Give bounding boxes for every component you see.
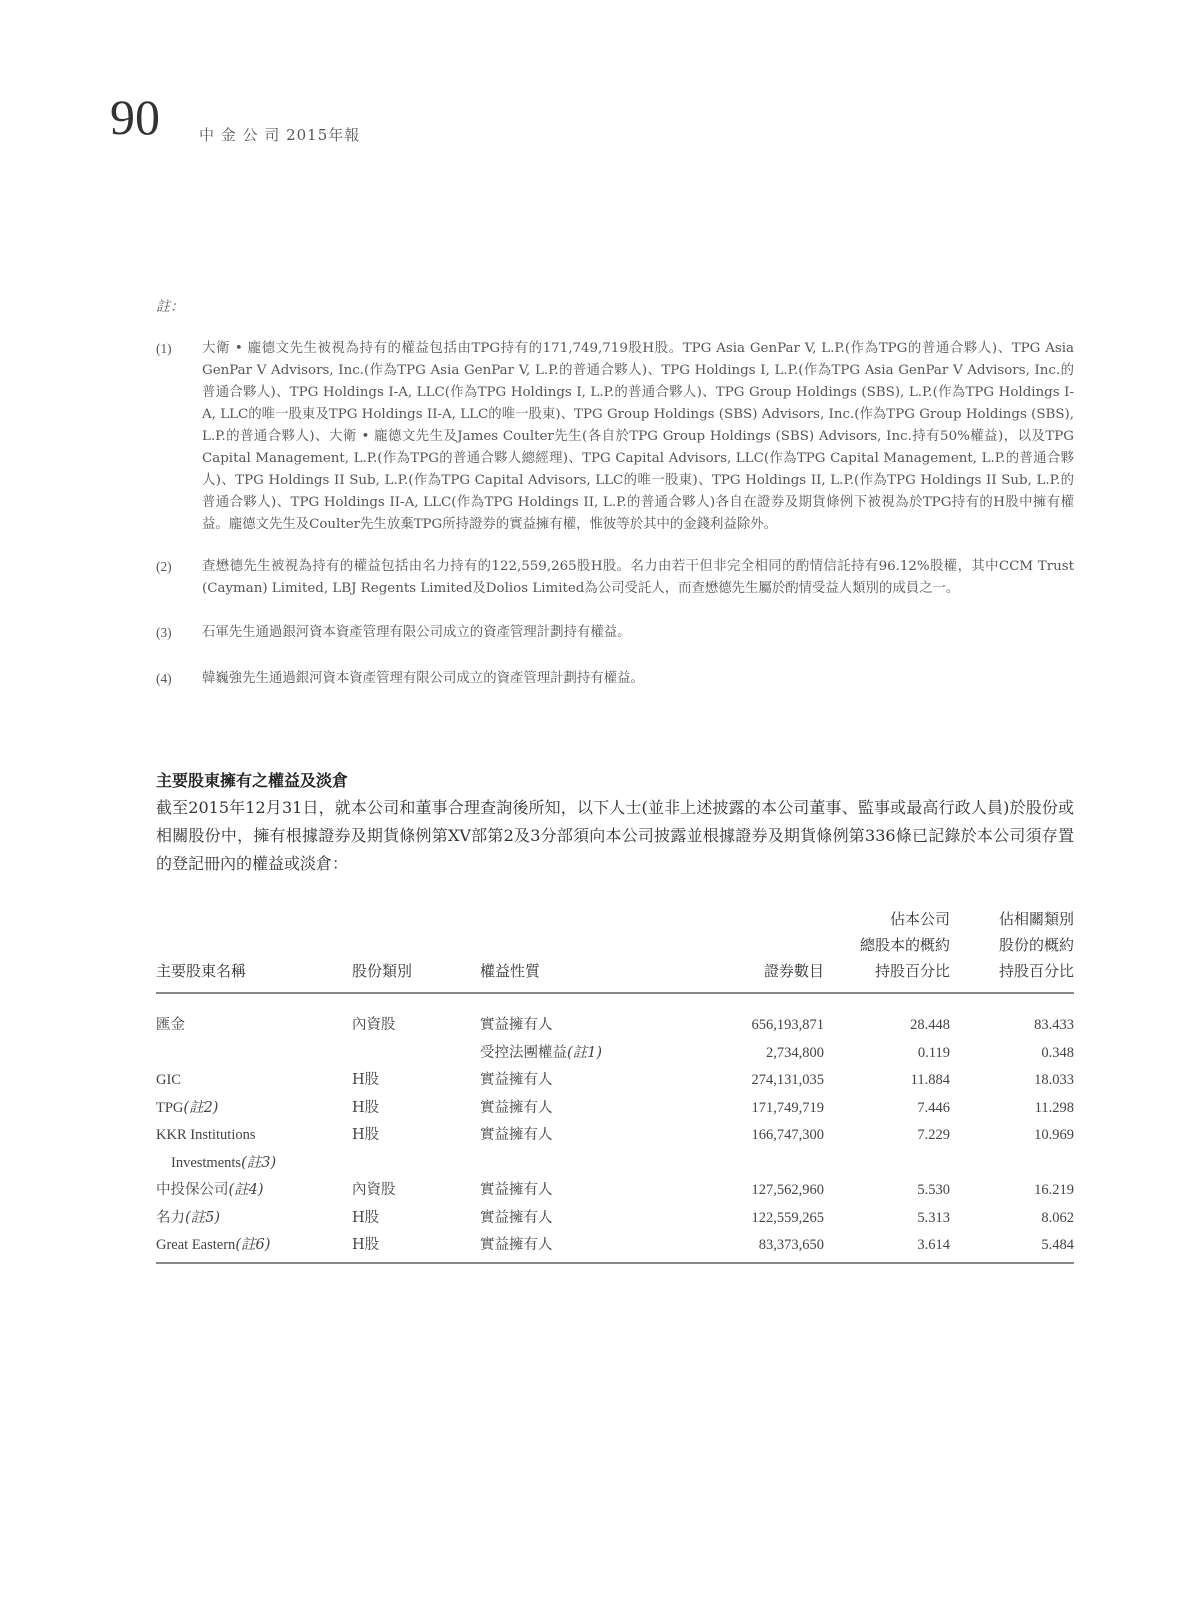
nature-text: 實益擁有人 bbox=[480, 1237, 553, 1253]
note-item bbox=[156, 668, 1074, 690]
cell-pct-class: 0.348 bbox=[1041, 1044, 1074, 1061]
nature-text: 實益擁有人 bbox=[480, 1017, 553, 1033]
header-class: 股份類別 bbox=[352, 906, 480, 993]
cell-nature bbox=[480, 1067, 660, 1095]
cell-nature bbox=[480, 1095, 660, 1123]
note-item bbox=[156, 622, 1074, 644]
note-number: (1) bbox=[156, 341, 172, 356]
cell-pct-total: 3.614 bbox=[824, 1232, 950, 1263]
nature-text: 實益擁有人 bbox=[480, 1127, 553, 1143]
cell-class: H股 bbox=[352, 1209, 380, 1226]
section-title: 主要股東擁有之權益及淡倉 bbox=[156, 771, 349, 790]
note-text: 大衛 • 龐德文先生被視為持有的權益包括由TPG持有的171,749,719股H股。TPG Asia GenPar V, L.P.(作為TPG的普通合夥人)、TPG Asia GenPar V Advisors, Inc.(作為TPG Asia GenPar V, L.P.的普通合夥人)、TPG Holdings I, L.P.(作為TPG Asia GenPar V Advisors, Inc.的普通合夥人)、TPG Holdings I-A, LLC(作為TPG Holdings I, L.P.的普通合夥人)、TPG Group Holdings (SBS), L.P.(作為TPG Holdings I-A, LLC的唯一股東及TPG Holdings II-A, LLC的唯一股東)、TPG Group Holdings (SBS) Advisors, Inc.(作為TPG Group Holdings (SBS), L.P.的普通合夥人)、大衛 • 龐德文先生及James Coulter先生(各自於TPG Group Holdings (SBS) Advisors, Inc.持有50%權益)，以及TPG Capital Management, L.P.(作為TPG的普通合夥人總經理)、TPG Capital Advisors, LLC(作為TPG Capital Management, L.P.的普通合夥人)、TPG Holdings II Sub, L.P.(作為TPG Capital Advisors, LLC的唯一股東)、TPG Holdings II, L.P.(作為TPG Holdings II Sub, L.P.的普通合夥人)、TPG Holdings II-A, LLC(作為TPG Holdings II, L.P.的普通合夥人)各自在證券及期貨條例下被視為於TPG持有的H股中擁有權益。龐德文先生及Coulter先生放棄TPG所持證券的實益擁有權，惟彼等於其中的金錢利益除外。 bbox=[202, 341, 1074, 532]
holder-note: (註2) bbox=[183, 1099, 219, 1116]
cell-number: 274,131,035 bbox=[751, 1072, 824, 1088]
cell-number: 2,734,800 bbox=[766, 1044, 824, 1061]
running-head: 中 金 公 司 2015年報 bbox=[199, 126, 361, 144]
cell-number: 656,193,871 bbox=[751, 1017, 824, 1033]
holder-note: (註5) bbox=[185, 1209, 221, 1226]
cell-name bbox=[156, 1177, 352, 1205]
note-text: 韓巍強先生通過銀河資本資產管理有限公司成立的資產管理計劃持有權益。 bbox=[202, 671, 644, 686]
cell-pct-total: 7.229 bbox=[917, 1127, 950, 1143]
cell-pct-total: 5.313 bbox=[917, 1209, 950, 1226]
holder-name: 中投保公司 bbox=[156, 1182, 229, 1198]
cell-pct-class: 11.298 bbox=[1034, 1099, 1074, 1116]
cell-name bbox=[156, 1205, 352, 1233]
note-item bbox=[156, 338, 1074, 536]
table-row bbox=[156, 1122, 1074, 1177]
note-number: (2) bbox=[156, 559, 172, 574]
table-row bbox=[156, 1095, 1074, 1123]
note-text: 石軍先生通過銀河資本資產管理有限公司成立的資產管理計劃持有權益。 bbox=[202, 625, 631, 640]
note-item bbox=[156, 556, 1074, 600]
cell-class bbox=[352, 1040, 480, 1068]
cell-nature bbox=[480, 1205, 660, 1233]
holder-name-cont-text: Investments bbox=[171, 1154, 242, 1171]
cell-pct-total: 0.119 bbox=[917, 1044, 950, 1061]
notes-list bbox=[156, 338, 1074, 708]
cell-class: 內資股 bbox=[352, 1017, 396, 1033]
header-pct-class-line: 佔相關類別 bbox=[998, 910, 1074, 928]
table-row bbox=[156, 1067, 1074, 1095]
header-pct-class-line: 股份的概約 bbox=[998, 936, 1074, 954]
cell-class: 內資股 bbox=[352, 1182, 396, 1198]
cell-number: 127,562,960 bbox=[751, 1182, 824, 1198]
holder-name: Great Eastern bbox=[156, 1237, 236, 1253]
table-header-row bbox=[156, 906, 1074, 993]
holder-name: GIC bbox=[156, 1072, 181, 1088]
cell-pct-total: 28.448 bbox=[910, 1017, 950, 1033]
nature-text: 受控法團權益 bbox=[480, 1044, 567, 1061]
cell-number: 171,749,719 bbox=[751, 1099, 824, 1116]
cell-name bbox=[156, 1232, 352, 1263]
header-pct-total-line: 佔本公司 bbox=[889, 910, 950, 928]
holder-name: 匯金 bbox=[156, 1017, 185, 1033]
header-pct-total bbox=[824, 906, 950, 993]
nature-text: 實益擁有人 bbox=[480, 1072, 553, 1088]
cell-class: H股 bbox=[352, 1072, 380, 1088]
cell-name bbox=[156, 1040, 352, 1068]
holder-note: (註6) bbox=[235, 1237, 271, 1253]
holder-cont-note: (註3) bbox=[241, 1154, 277, 1171]
cell-number: 122,559,265 bbox=[751, 1209, 824, 1226]
cell-name bbox=[156, 1122, 352, 1177]
cell-pct-class: 83.433 bbox=[1034, 1017, 1074, 1033]
holder-name: 名力 bbox=[156, 1209, 185, 1226]
cell-nature bbox=[480, 1040, 660, 1068]
header-pct-class bbox=[950, 906, 1074, 993]
header-pct-class-line: 持股百分比 bbox=[998, 962, 1074, 980]
cell-class: H股 bbox=[352, 1127, 380, 1143]
cell-number: 83,373,650 bbox=[660, 1232, 824, 1263]
nature-note: (註1) bbox=[567, 1044, 603, 1061]
cell-pct-class: 10.969 bbox=[1034, 1127, 1074, 1143]
cell-name bbox=[156, 1095, 352, 1123]
cell-nature bbox=[480, 1177, 660, 1205]
holder-name: TPG bbox=[156, 1099, 184, 1116]
table-row bbox=[156, 993, 1074, 1040]
cell-pct-class: 16.219 bbox=[1034, 1182, 1074, 1198]
nature-text: 實益擁有人 bbox=[480, 1209, 553, 1226]
cell-number: 166,747,300 bbox=[751, 1127, 824, 1143]
header-pct-total-line: 持股百分比 bbox=[874, 962, 950, 980]
nature-text: 實益擁有人 bbox=[480, 1182, 553, 1198]
header-nature: 權益性質 bbox=[480, 906, 660, 993]
holder-note: (註4) bbox=[228, 1182, 264, 1198]
nature-text: 實益擁有人 bbox=[480, 1099, 553, 1116]
cell-pct-total: 11.884 bbox=[910, 1072, 950, 1088]
cell-name bbox=[156, 993, 352, 1040]
cell-pct-class: 8.062 bbox=[1041, 1209, 1074, 1226]
cell-pct-class: 5.484 bbox=[950, 1232, 1074, 1263]
note-text: 查懋德先生被視為持有的權益包括由名力持有的122,559,265股H股。名力由若干但非完全相同的酌情信託持有96.12%股權，其中CCM Trust (Cayman) Limited, LBJ Regents Limited及Dolios Limited為公司受託人，而查懋德先生屬於酌情受益人類別的成員之一。 bbox=[202, 559, 1074, 596]
shareholders-table bbox=[156, 906, 1074, 1264]
cell-nature bbox=[480, 993, 660, 1040]
page-number: 90 bbox=[110, 89, 160, 145]
table-row bbox=[156, 1177, 1074, 1205]
cell-class: H股 bbox=[352, 1232, 480, 1263]
cell-nature bbox=[480, 1122, 660, 1177]
header-number: 證券數目 bbox=[660, 906, 824, 993]
holder-name-cont bbox=[156, 1150, 352, 1178]
table-row bbox=[156, 1040, 1074, 1068]
notes-heading: 註： bbox=[156, 299, 184, 315]
cell-pct-total: 5.530 bbox=[917, 1182, 950, 1198]
header-pct-total-line: 總股本的概約 bbox=[859, 936, 950, 954]
cell-pct-class: 18.033 bbox=[1034, 1072, 1074, 1088]
table-row bbox=[156, 1205, 1074, 1233]
holder-name: KKR Institutions bbox=[156, 1127, 256, 1143]
note-number: (4) bbox=[156, 671, 172, 686]
table-row bbox=[156, 1232, 1074, 1263]
cell-class: H股 bbox=[352, 1099, 380, 1116]
section-body: 截至2015年12月31日，就本公司和董事合理查詢後所知，以下人士(並非上述披露的本公司董事、監事或最高行政人員)於股份或相關股份中，擁有根據證券及期貨條例第XV部第2及3分部須向本公司披露並根據證券及期貨條例第336條已記錄於本公司須存置的登記冊內的權益或淡倉： bbox=[156, 798, 1074, 873]
header-name: 主要股東名稱 bbox=[156, 906, 352, 993]
cell-name bbox=[156, 1067, 352, 1095]
cell-nature bbox=[480, 1232, 660, 1263]
table-body bbox=[156, 993, 1074, 1263]
note-number: (3) bbox=[156, 625, 172, 640]
cell-pct-total: 7.446 bbox=[917, 1099, 950, 1116]
